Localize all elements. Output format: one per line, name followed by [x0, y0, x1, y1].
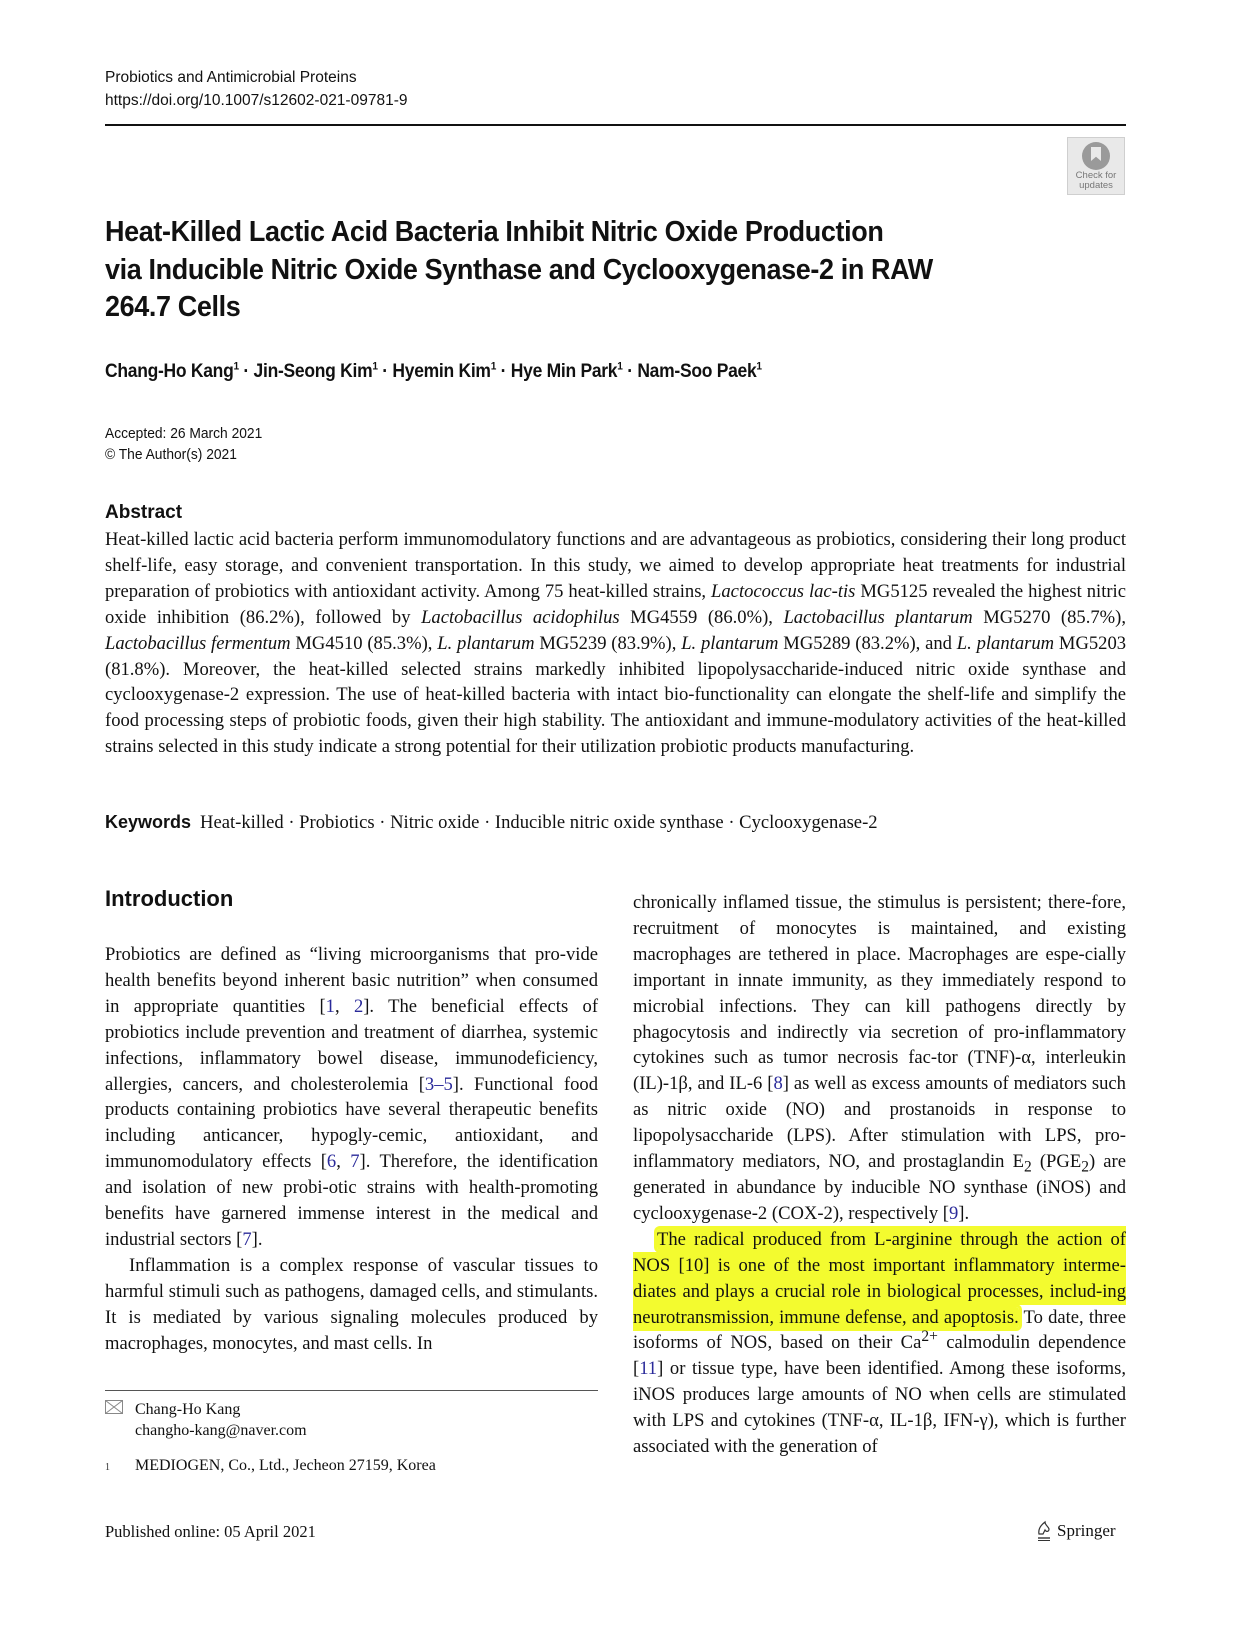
affiliation-text: MEDIOGEN, Co., Ltd., Jecheon 27159, Korea — [135, 1457, 436, 1474]
keyword: Inducible nitric oxide synthase — [494, 812, 724, 833]
paragraph — [633, 1227, 1126, 1460]
article-title — [105, 214, 942, 327]
springer-horse-icon — [1036, 1520, 1052, 1542]
text-run: To date, three isoforms of NOS, based on their Ca — [633, 1306, 1127, 1354]
text-run: Inflammation is a complex response of vascular tissues to harmful stimuli such as pathogens, damaged cells, and stimulants. It is mediated by various signaling molecules produced by macrophages, monocytes, and mast cells. In — [105, 1254, 598, 1354]
text-run: MG4559 (86.0%), — [619, 606, 784, 628]
author-separator: · — [377, 361, 393, 382]
keyword-separator: · — [374, 812, 391, 833]
abstract-body — [105, 527, 1126, 760]
affiliation-number: 1 — [105, 1462, 110, 1473]
text-run: , — [336, 1151, 351, 1173]
italic-text: L. plantarum — [956, 632, 1055, 654]
title-line: via Inducible Nitric Oxide Synthase and Cyclooxygenase-2 in RAW — [105, 253, 933, 286]
text-run: ) are generated in abundance by inducible NO synthase (iNOS) and cyclooxygenase-2 (COX-2), respectively [ — [633, 1151, 1126, 1224]
column-left — [105, 942, 598, 1357]
text-run: ] as well as excess amounts of mediators such as nitric oxide (NO) and prostanoids in response to lipopolysaccharide (LPS). After stimulation with LPS, pro-inflammatory mediators, NO, and prostaglandin E — [633, 1073, 1126, 1173]
keyword: Nitric oxide — [390, 812, 480, 833]
text-run: Heat-killed lactic acid bacteria perform immunomodulatory functions and are advantageous as probiotics, considering their long product shelf-life, easy storage, and convenient transportation. In this study, we aimed to develop appropriate heat treatments for industrial preparation of probiotics with antioxidant activity. Among 75 heat-killed strains, — [105, 529, 1126, 602]
author-affiliation: 1 — [372, 360, 378, 373]
author-name[interactable]: Nam-Soo Paek — [637, 361, 757, 382]
keywords — [105, 812, 1126, 834]
citation-link[interactable]: 6 — [326, 1151, 337, 1173]
author-list — [105, 361, 762, 383]
text-run: 2 — [1023, 1158, 1032, 1176]
doi-link[interactable]: https://doi.org/10.1007/s12602-021-09781-9 — [105, 92, 408, 109]
text-run: chronically inflamed tissue, the stimulus is persistent; there-fore, recruitment of monocytes is maintained, and existing macrophages are tethered in place. Macrophages are espe-cially important in innate immunity, as they immediately respond to microbial infections. They can kill pathogens directly by phagocytosis and indirectly via secretion of pro-inflammatory cytokines such as tumor necrosis fac-tor (TNF)-α, interleukin (IL)-1β, and IL-6 [ — [633, 892, 1126, 1095]
text-run: calmodulin dependence [ — [633, 1332, 1126, 1380]
abstract-heading: Abstract — [105, 502, 183, 523]
author-name[interactable]: Hye Min Park — [510, 361, 618, 382]
article-dates — [105, 423, 262, 465]
badge-line1: Check for — [1075, 170, 1117, 181]
citation-link[interactable]: 3–5 — [424, 1073, 453, 1095]
corresponding-email[interactable]: changho-kang@naver.com — [135, 1422, 307, 1439]
text-run: 2 — [1081, 1158, 1089, 1176]
italic-text: Lactobacillus plantarum — [783, 606, 973, 628]
author-separator: · — [496, 361, 511, 382]
italic-text: Lactobacillus fermentum — [105, 632, 291, 654]
text-run: MG5125 revealed the highest nitric oxide inhibition (86.2%), followed by — [105, 580, 1126, 628]
text-run: ]. Functional food products containing probiotics have several therapeutic benefits including anticancer, hypogly-cemic, antioxidant, and immunomodulatory effects [ — [105, 1073, 598, 1173]
keyword-separator: · — [723, 812, 740, 833]
running-header — [105, 66, 407, 112]
envelope-icon — [105, 1399, 135, 1441]
citation-link[interactable]: 11 — [639, 1358, 658, 1380]
author-affiliation: 1 — [756, 360, 762, 373]
published-online: Published online: 05 April 2021 — [105, 1522, 316, 1541]
text-run: MG5239 (83.9%), — [534, 632, 682, 654]
bookmark-icon — [1082, 142, 1110, 170]
paragraph — [105, 942, 598, 1253]
paragraph — [633, 890, 1126, 1227]
author-affiliation: 1 — [233, 360, 239, 373]
author-name[interactable]: Hyemin Kim — [392, 361, 491, 382]
text-run: (PGE — [1031, 1151, 1082, 1173]
keyword: Probiotics — [299, 812, 375, 833]
copyright-notice: © The Author(s) 2021 — [105, 446, 237, 463]
publisher-name: Springer — [1057, 1521, 1116, 1540]
keywords-label: Keywords — [105, 812, 192, 832]
text-run: ]. — [958, 1202, 970, 1224]
text-run: Probiotics are defined as “living microorganisms that pro-vide health benefits beyond inherent basic nutrition” when consumed in appropriate quantities [ — [105, 944, 598, 1017]
author-name[interactable]: Chang-Ho Kang — [105, 361, 234, 382]
footnotes — [105, 1399, 436, 1478]
keyword-separator: · — [283, 812, 300, 833]
check-for-updates-badge[interactable] — [1067, 137, 1125, 195]
title-line: 264.7 Cells — [105, 291, 241, 323]
paragraph — [105, 1253, 598, 1357]
badge-line2: updates — [1079, 180, 1113, 191]
author-affiliation: 1 — [617, 360, 623, 373]
keyword: Cyclooxygenase-2 — [739, 812, 878, 833]
author-separator: · — [622, 361, 638, 382]
keyword: Heat-killed — [200, 812, 284, 833]
corresponding-author: Chang-Ho Kang — [135, 1401, 241, 1418]
italic-text: Lactococcus lac-tis — [711, 580, 856, 602]
title-line: Heat-Killed Lactic Acid Bacteria Inhibit Nitric Oxide Production — [105, 216, 884, 248]
column-right — [633, 890, 1126, 1460]
journal-name: Probiotics and Antimicrobial Proteins — [105, 69, 357, 86]
citation-link[interactable]: 8 — [773, 1073, 783, 1095]
keyword-separator: · — [479, 812, 495, 833]
text-run: ]. — [251, 1228, 263, 1250]
italic-text: Lactobacillus acidophilus — [421, 606, 620, 628]
italic-text: L. plantarum — [681, 632, 779, 654]
footnote-rule — [105, 1390, 598, 1391]
author-affiliation: 1 — [490, 360, 497, 373]
text-run: MG5203 (81.8%). Moreover, the heat-killed selected strains markedly inhibited lipopolysaccharide-induced nitric oxide synthase and cyclooxygenase-2 expression. The use of heat-killed bacteria with intact bio-functionality can elongate the shelf-life and simplify the food processing steps of probiotic foods, given their high stability. The antioxidant and immune-modulatory activities of the heat-killed strains selected in this study indicate a strong potential for their utilization probiotic products manufacturing. — [105, 632, 1127, 758]
highlighted-text: The radical produced from L-arginine through the action of NOS [10] is one of the most important inflammatory interme-diates and plays a crucial role in biological processes, includ-ing neurotransmission, immune defense, and apoptosis. — [633, 1228, 1126, 1328]
citation-link[interactable]: 9 — [948, 1202, 959, 1224]
citation-link[interactable]: 1 — [325, 995, 335, 1017]
publisher-logo — [1036, 1520, 1116, 1542]
citation-link[interactable]: 7 — [350, 1151, 360, 1173]
section-heading-introduction: Introduction — [105, 886, 234, 911]
text-run: MG5289 (83.2%), and — [778, 632, 957, 654]
text-run: ]. The beneficial effects of probiotics include prevention and treatment of diarrhea, systemic infections, inflammatory bowel disease, immunodeficiency, allergies, cancers, and cholesterolemia [ — [105, 995, 599, 1095]
text-run: ]. Therefore, the identification and isolation of new probi-otic strains with health-promoting benefits have garnered immense interest in the medical and industrial sectors [ — [105, 1151, 599, 1250]
text-run: MG5270 (85.7%), — [972, 606, 1126, 628]
header-rule — [105, 124, 1126, 126]
text-run: , — [334, 995, 354, 1017]
citation-link[interactable]: 7 — [242, 1228, 252, 1250]
text-run: MG4510 (85.3%), — [290, 632, 438, 654]
italic-text: L. plantarum — [437, 632, 535, 654]
author-name[interactable]: Jin-Seong Kim — [253, 361, 373, 382]
keywords-list — [200, 812, 878, 833]
text-run: 2+ — [921, 1328, 938, 1346]
text-run: ] or tissue type, have been identified. Among these isoforms, iNOS produces large amounts of NO when cells are stimulated with LPS and cytokines (TNF-α, IL-1β, IFN-γ), which is further associated with the generation of — [633, 1358, 1126, 1458]
author-separator: · — [238, 361, 254, 382]
accepted-date: Accepted: 26 March 2021 — [105, 425, 263, 442]
citation-link[interactable]: 2 — [353, 995, 364, 1017]
